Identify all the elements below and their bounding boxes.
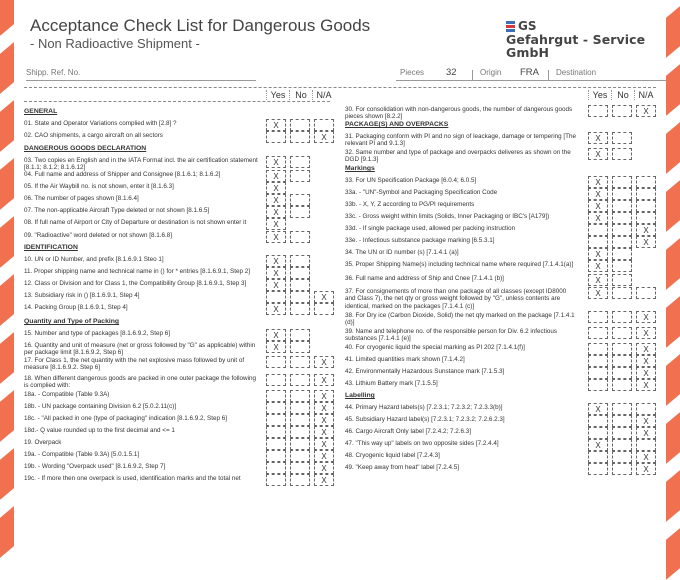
checklist-item-text: 30. For consolidation with non-dangerous goods, the number of dangerous goods pieces shown [8.2.2] — [345, 106, 573, 121]
checklist-item-text: 38. For Dry ice (Carbon Dioxide, Solid) the net qty marked on the package [7.1.4.1 (d)] — [345, 312, 575, 327]
checkbox-no[interactable] — [290, 356, 310, 368]
checkbox-no[interactable] — [290, 255, 310, 267]
checklist-item-text: 06. The number of pages shown [8.1.6.4] — [24, 195, 139, 202]
ref-label: Shipp. Ref. No. — [26, 68, 81, 77]
checkbox-no[interactable] — [612, 439, 632, 451]
checkbox-no[interactable] — [290, 231, 310, 243]
checklist-item-text: 33e. - Infectious substance package marking [6.5.3.1] — [345, 237, 495, 244]
checklist-item-text: 08. If full name of Airport or City of Departure or destination is not shown enter it — [24, 219, 247, 226]
checklist-item-text: 19c. - If more then one overpack is used, identification marks and the total net — [24, 475, 241, 482]
checkbox-yes[interactable] — [266, 474, 286, 486]
checkbox-no[interactable] — [290, 402, 310, 414]
stripe — [666, 528, 680, 580]
checkbox-yes[interactable]: X — [266, 255, 286, 267]
checkbox-yes[interactable]: X — [588, 212, 608, 224]
checklist-item-text: 01. State and Operator Variations complied with [2.8] ? — [24, 120, 177, 127]
checkbox-no[interactable] — [290, 267, 310, 279]
checkbox-yes[interactable]: X — [266, 182, 286, 194]
checkbox-yes[interactable]: X — [266, 279, 286, 291]
checkbox-yes[interactable]: X — [588, 260, 608, 272]
checkbox-no[interactable] — [612, 327, 632, 339]
checkbox-yes[interactable]: X — [588, 176, 608, 188]
stripe — [0, 390, 14, 442]
checkbox-na[interactable] — [636, 403, 656, 415]
checkbox-yes[interactable] — [588, 463, 608, 475]
checkbox-na[interactable] — [636, 200, 656, 212]
checkbox-yes[interactable]: X — [266, 341, 286, 353]
checkbox-na[interactable]: X — [314, 426, 334, 438]
checkbox-yes[interactable]: X — [588, 439, 608, 451]
checkbox-yes[interactable]: X — [588, 188, 608, 200]
stripe — [0, 332, 14, 384]
stripe — [0, 506, 14, 558]
checkbox-no[interactable] — [612, 260, 632, 272]
checkbox-no[interactable] — [612, 427, 632, 439]
stripe — [0, 0, 14, 36]
checkbox-no[interactable] — [612, 274, 632, 286]
page-subtitle: - Non Radioactive Shipment - — [30, 36, 200, 51]
divider-top — [24, 87, 656, 88]
page-title: Acceptance Check List for Dangerous Goods — [30, 16, 371, 35]
checklist-item-text: 05. If the Air Waybill no. is not shown, enter it [8.1.6.3] — [24, 183, 174, 190]
checkbox-no[interactable] — [612, 343, 632, 355]
checkbox-no[interactable] — [290, 194, 310, 206]
checklist-item-text: 46. Cargo Aircraft Only label [7.2.4.2; 7.2.6.3] — [345, 428, 472, 435]
checkbox-no[interactable] — [290, 329, 310, 341]
checklist-item-text: 36. Full name and address of Ship and Cnee [7.1.4.1 (b)] — [345, 275, 504, 282]
checkbox-no[interactable] — [290, 303, 310, 315]
stripe — [0, 448, 14, 500]
checkbox-yes[interactable] — [588, 367, 608, 379]
checkbox-no[interactable] — [612, 148, 632, 160]
checkbox-yes[interactable] — [266, 291, 286, 303]
stripe — [666, 412, 680, 464]
section-heading: GENERAL — [24, 108, 58, 115]
checkbox-na[interactable]: X — [636, 463, 656, 475]
checklist-item-text: 18c. - "All packed in one (type of packaging" indication [8.1.6.9.2, Step 6] — [24, 415, 227, 422]
na-header: N/A — [312, 90, 335, 100]
checkbox-yes[interactable] — [588, 327, 608, 339]
checklist-item-text: 19a. - Compatible (Table 9.3A) [5.0.1.5.1] — [24, 451, 140, 458]
checkbox-na[interactable]: X — [636, 379, 656, 391]
checkbox-na[interactable]: X — [636, 355, 656, 367]
checkbox-na[interactable]: X — [636, 105, 656, 117]
checklist-item-text: 12. Class or Division and for Class 1, the Compatibility Group [8.1.6.9.1, Step 3] — [24, 280, 247, 287]
checklist-item-text: 37. For consignements of more than one package of all classes (except ID8000 and Class 7), the net qty or gross weight followed by "G", unless contents are identical, marked on the packages [7.1.4.1 (c)] — [345, 288, 567, 310]
checkbox-na[interactable] — [314, 303, 334, 315]
checkbox-na[interactable] — [636, 212, 656, 224]
checklist-item-text: 04. Full name and address of Shipper and Consignee [8.1.6.1; 8.1.6.2] — [24, 171, 221, 178]
checkbox-yes[interactable]: X — [266, 206, 286, 218]
checkbox-yes[interactable] — [588, 451, 608, 463]
stripe — [0, 100, 14, 152]
section-heading: Markings — [345, 165, 375, 172]
stripe — [666, 180, 680, 232]
checkbox-no[interactable] — [612, 176, 632, 188]
no-header: No — [289, 90, 312, 100]
checkbox-yes[interactable] — [266, 414, 286, 426]
checkbox-no[interactable] — [290, 170, 310, 182]
checkbox-no[interactable] — [612, 212, 632, 224]
checkbox-yes[interactable] — [588, 224, 608, 236]
checkbox-yes[interactable]: X — [266, 231, 286, 243]
section-heading: PACKAGE(S) AND OVERPACKS — [345, 121, 449, 128]
checkbox-no[interactable] — [290, 279, 310, 291]
checkbox-no[interactable] — [290, 291, 310, 303]
checkbox-na[interactable]: X — [314, 291, 334, 303]
checkbox-na[interactable]: X — [636, 311, 656, 323]
checklist-item-text: 40. For cryogenic liquid the special marking as PI 202 [7.1.4.1(f)] — [345, 344, 525, 351]
checklist-item-text: 19b. - Wording "Overpack used" [8.1.6.9.2, Step 7] — [24, 463, 166, 470]
checkbox-no[interactable] — [612, 132, 632, 144]
checkbox-no[interactable] — [290, 450, 310, 462]
checkbox-no[interactable] — [612, 224, 632, 236]
stripe — [0, 216, 14, 268]
checkbox-yes[interactable]: X — [588, 287, 608, 299]
checkbox-na[interactable]: X — [314, 390, 334, 402]
no-header: No — [611, 90, 634, 100]
checklist-item-text: 47. "This way up" labels on two opposite sides [7.2.4.4] — [345, 440, 499, 447]
checklist-item-text: 15. Number and type of packages [8.1.6.9.2, Step 6] — [24, 330, 170, 337]
divider-left-header — [24, 101, 330, 102]
checkbox-no[interactable] — [290, 156, 310, 168]
checkbox-na[interactable] — [636, 188, 656, 200]
checkbox-no[interactable] — [612, 403, 632, 415]
checklist-item-text: 03. Two copies en English and in the IATA Format incl. the air certification statement [8.1.1; 8.1.2; 8.1.6.12] — [24, 157, 258, 172]
checkbox-yes[interactable] — [266, 390, 286, 402]
checkbox-no[interactable] — [290, 374, 310, 386]
checkbox-no[interactable] — [290, 462, 310, 474]
checkbox-na[interactable]: X — [314, 356, 334, 368]
checkbox-yes[interactable] — [266, 462, 286, 474]
pieces-value[interactable]: 32 — [446, 67, 457, 78]
checkbox-no[interactable] — [612, 105, 632, 117]
checkbox-na[interactable]: X — [636, 367, 656, 379]
checkbox-yes[interactable]: X — [266, 218, 286, 230]
checkbox-no[interactable] — [290, 206, 310, 218]
checkbox-na[interactable]: X — [314, 462, 334, 474]
stripe — [666, 470, 680, 522]
checkbox-no[interactable] — [612, 367, 632, 379]
stripe — [666, 354, 680, 406]
checkbox-na[interactable]: X — [636, 236, 656, 248]
checkbox-yes[interactable]: X — [588, 248, 608, 260]
checklist-item-text: 45. Subsidiary Hazard label(s) [7.2.3.1; 7.2.3.2; 7.2.6.2.3] — [345, 416, 505, 423]
checkbox-na[interactable]: X — [314, 450, 334, 462]
section-heading: Labelling — [345, 392, 375, 399]
checkbox-na[interactable]: X — [314, 414, 334, 426]
checklist-item-text: 13. Subsidiary risk in () [8.1.6.9.1, Step 4] — [24, 292, 140, 299]
checklist-item-text: 19. Overpack — [24, 439, 62, 446]
logo-short: GS — [518, 19, 537, 33]
checkbox-yes[interactable] — [266, 402, 286, 414]
checkbox-no[interactable] — [612, 379, 632, 391]
checkbox-yes[interactable] — [588, 311, 608, 323]
checkbox-yes[interactable] — [266, 450, 286, 462]
checklist-item-text: 14. Packing Group [8.1.6.9.1, Step 4] — [24, 304, 128, 311]
checklist-item-text: 02. CAO shipments, a cargo aircraft on all sectors — [24, 132, 163, 139]
origin-value[interactable]: FRA — [520, 67, 539, 78]
checkbox-yes[interactable] — [266, 131, 286, 143]
checkbox-yes[interactable] — [588, 355, 608, 367]
checkbox-yes[interactable] — [266, 356, 286, 368]
checkbox-na[interactable] — [636, 176, 656, 188]
checkbox-yes[interactable] — [588, 343, 608, 355]
checkbox-na[interactable]: X — [636, 343, 656, 355]
checkbox-yes[interactable]: X — [266, 303, 286, 315]
gs-logo-icon — [506, 21, 515, 31]
checkbox-na[interactable]: X — [314, 131, 334, 143]
checkbox-no[interactable] — [290, 474, 310, 486]
checklist-item-text: 11. Proper shipping name and technical name in () for * entries [8.1.6.9.1, Step 2] — [24, 268, 251, 275]
checkbox-yes[interactable] — [266, 426, 286, 438]
checkbox-yes[interactable] — [588, 427, 608, 439]
checklist-item-text: 41. Limited quantities mark shown [7.1.4.2] — [345, 356, 465, 363]
checkbox-no[interactable] — [612, 451, 632, 463]
checkbox-no[interactable] — [612, 355, 632, 367]
checkbox-na[interactable]: X — [314, 374, 334, 386]
pieces-label: Pieces — [400, 68, 425, 77]
checklist-item-text: 09. "Radioactive" word deleted or not shown [8.1.6.8] — [24, 232, 172, 239]
stripe — [0, 42, 14, 94]
checklist-item-text: 33b. - X, Y, Z according to PG/PI requirements — [345, 201, 475, 208]
checkbox-no[interactable] — [612, 248, 632, 260]
checkbox-yes[interactable] — [588, 379, 608, 391]
checkbox-na[interactable]: X — [636, 427, 656, 439]
checklist-item-text: 16. Quantity and unit of measure (net or gross followed by "G" as applicable) within per package limit [8.1.6.9.2, Step 6] — [24, 342, 256, 357]
checkbox-no[interactable] — [612, 287, 632, 299]
checklist-item-text: 35. Proper Shipping Name(s) including technical name where required [7.1.4.1(a)] — [345, 261, 574, 268]
checkbox-yes[interactable]: X — [588, 148, 608, 160]
checkbox-yes[interactable]: X — [266, 156, 286, 168]
checkbox-no[interactable] — [290, 414, 310, 426]
checkbox-no[interactable] — [612, 463, 632, 475]
checkbox-no[interactable] — [612, 415, 632, 427]
company-logo — [506, 20, 680, 59]
logo-company-name: Gefahrgut - Service GmbH — [506, 32, 646, 60]
origin-label: Origin — [480, 68, 502, 77]
checkbox-yes[interactable]: X — [266, 194, 286, 206]
checkbox-no[interactable] — [612, 236, 632, 248]
checklist-item-text: 18. When different dangerous goods are packed in one outer package the following is complied with: — [24, 375, 256, 390]
checklist-item-text: 33. For UN Specification Package [6.0.4; 6.0.5] — [345, 177, 477, 184]
checklist-item-text: 43. Lithium Battery mark [7.1.5.5] — [345, 380, 438, 387]
checkbox-no[interactable] — [612, 200, 632, 212]
checkbox-na[interactable]: X — [314, 438, 334, 450]
checklist-item-text: 44. Primary Hazard labels(s) [7.2.3.1; 7.2.3.2; 7.2.3.3(b)] — [345, 404, 503, 411]
checklist-item-text: 49. "Keep away from heat" label [7.2.4.5] — [345, 464, 460, 471]
checkbox-yes[interactable]: X — [266, 267, 286, 279]
stripe — [666, 296, 680, 348]
checkbox-yes[interactable] — [588, 415, 608, 427]
checkbox-no[interactable] — [290, 131, 310, 143]
na-header: N/A — [634, 90, 657, 100]
checklist-item-text: 48. Cryogenic liquid label [7.2.4.3] — [345, 452, 440, 459]
checkbox-yes[interactable]: X — [588, 132, 608, 144]
checkbox-no[interactable] — [290, 119, 310, 131]
yes-header: Yes — [588, 90, 611, 100]
checkbox-na[interactable]: X — [636, 224, 656, 236]
checklist-item-text: 18d.- Q value rounded up to the first decimal and <= 1 — [24, 427, 175, 434]
checkbox-no[interactable] — [290, 341, 310, 353]
checklist-item-text: 39. Name and telephone no. of the responsible person for Div. 6.2 infectious substances [7.1.4.1 (e)] — [345, 328, 558, 343]
checkbox-na[interactable]: X — [636, 327, 656, 339]
section-heading: Quantity and Type of Packing — [24, 318, 120, 325]
checkbox-na[interactable]: X — [314, 474, 334, 486]
checkbox-no[interactable] — [290, 390, 310, 402]
checklist-item-text: 07. The non-applicable Aircraft Type deleted or not shown [8.1.6.5] — [24, 207, 210, 214]
checkbox-na[interactable]: X — [314, 402, 334, 414]
checkbox-yes[interactable]: X — [266, 119, 286, 131]
stripe — [666, 238, 680, 290]
checkbox-na[interactable] — [636, 287, 656, 299]
checkbox-no[interactable] — [612, 188, 632, 200]
destination-label: Destination — [556, 68, 597, 77]
checklist-item-text: 18b. - UN package containing Division 6.2 [5.0.2.11(c)] — [24, 403, 177, 410]
checkbox-yes[interactable]: X — [588, 200, 608, 212]
checkbox-yes[interactable]: X — [588, 403, 608, 415]
checkbox-na[interactable] — [314, 119, 334, 131]
section-heading: DANGEROUS GOODS DECLARATION — [24, 145, 147, 152]
checklist-item-text: 33d. - If single package used, allowed per packing instruction — [345, 225, 516, 232]
checkbox-yes[interactable] — [588, 236, 608, 248]
section-heading: IDENTIFICATION — [24, 244, 78, 251]
checkbox-no[interactable] — [290, 426, 310, 438]
checkbox-yes[interactable]: X — [266, 170, 286, 182]
checklist-item-text: 34. The UN or ID number (s) [7.1.4.1 (a)] — [345, 249, 459, 256]
shipment-info-line — [26, 68, 626, 82]
checklist-item-text: 42. Environmentally Hazardous Sunstance mark [7.1.5.3] — [345, 368, 505, 375]
checkbox-yes[interactable]: X — [266, 329, 286, 341]
checklist-item-text: 33c. - Gross weight within limits (Solids, Inner Packaging or IBC's [A179]) — [345, 213, 550, 220]
checkbox-no[interactable] — [290, 438, 310, 450]
stripe — [0, 274, 14, 326]
checklist-item-text: 33a. - "UN"-Symbol and Packaging Specification Code — [345, 189, 498, 196]
stripe — [0, 158, 14, 210]
checkbox-na[interactable]: X — [636, 415, 656, 427]
checklist-item-text: 31. Packaging conform with PI and no sign of leackage, damage or tempering [The relevant PI and 9.1.3] — [345, 133, 577, 148]
checkbox-na[interactable] — [636, 439, 656, 451]
checkbox-yes[interactable] — [588, 105, 608, 117]
checkbox-yes[interactable]: X — [588, 274, 608, 286]
checklist-item-text: 10. UN or ID Number, and prefix [8.1.6.9.1 Steo 1] — [24, 256, 164, 263]
checkbox-yes[interactable] — [266, 374, 286, 386]
checkbox-na[interactable]: X — [636, 451, 656, 463]
checklist-item-text: 32. Same number and type of package and overpacks deliveres as shown on the DGD [9.1.3] — [345, 149, 571, 164]
stripe — [666, 122, 680, 174]
checkbox-no[interactable] — [612, 311, 632, 323]
stripe — [666, 64, 680, 116]
checklist-item-text: 17. For Class 1, the net quantity with the net explosive mass followed by unit of measure [8.1.6.9.2. Step 6] — [24, 357, 245, 372]
checkbox-yes[interactable] — [266, 438, 286, 450]
yes-header: Yes — [266, 90, 289, 100]
checklist-item-text: 18a. - Compatible (Table 9.3A) — [24, 391, 110, 398]
